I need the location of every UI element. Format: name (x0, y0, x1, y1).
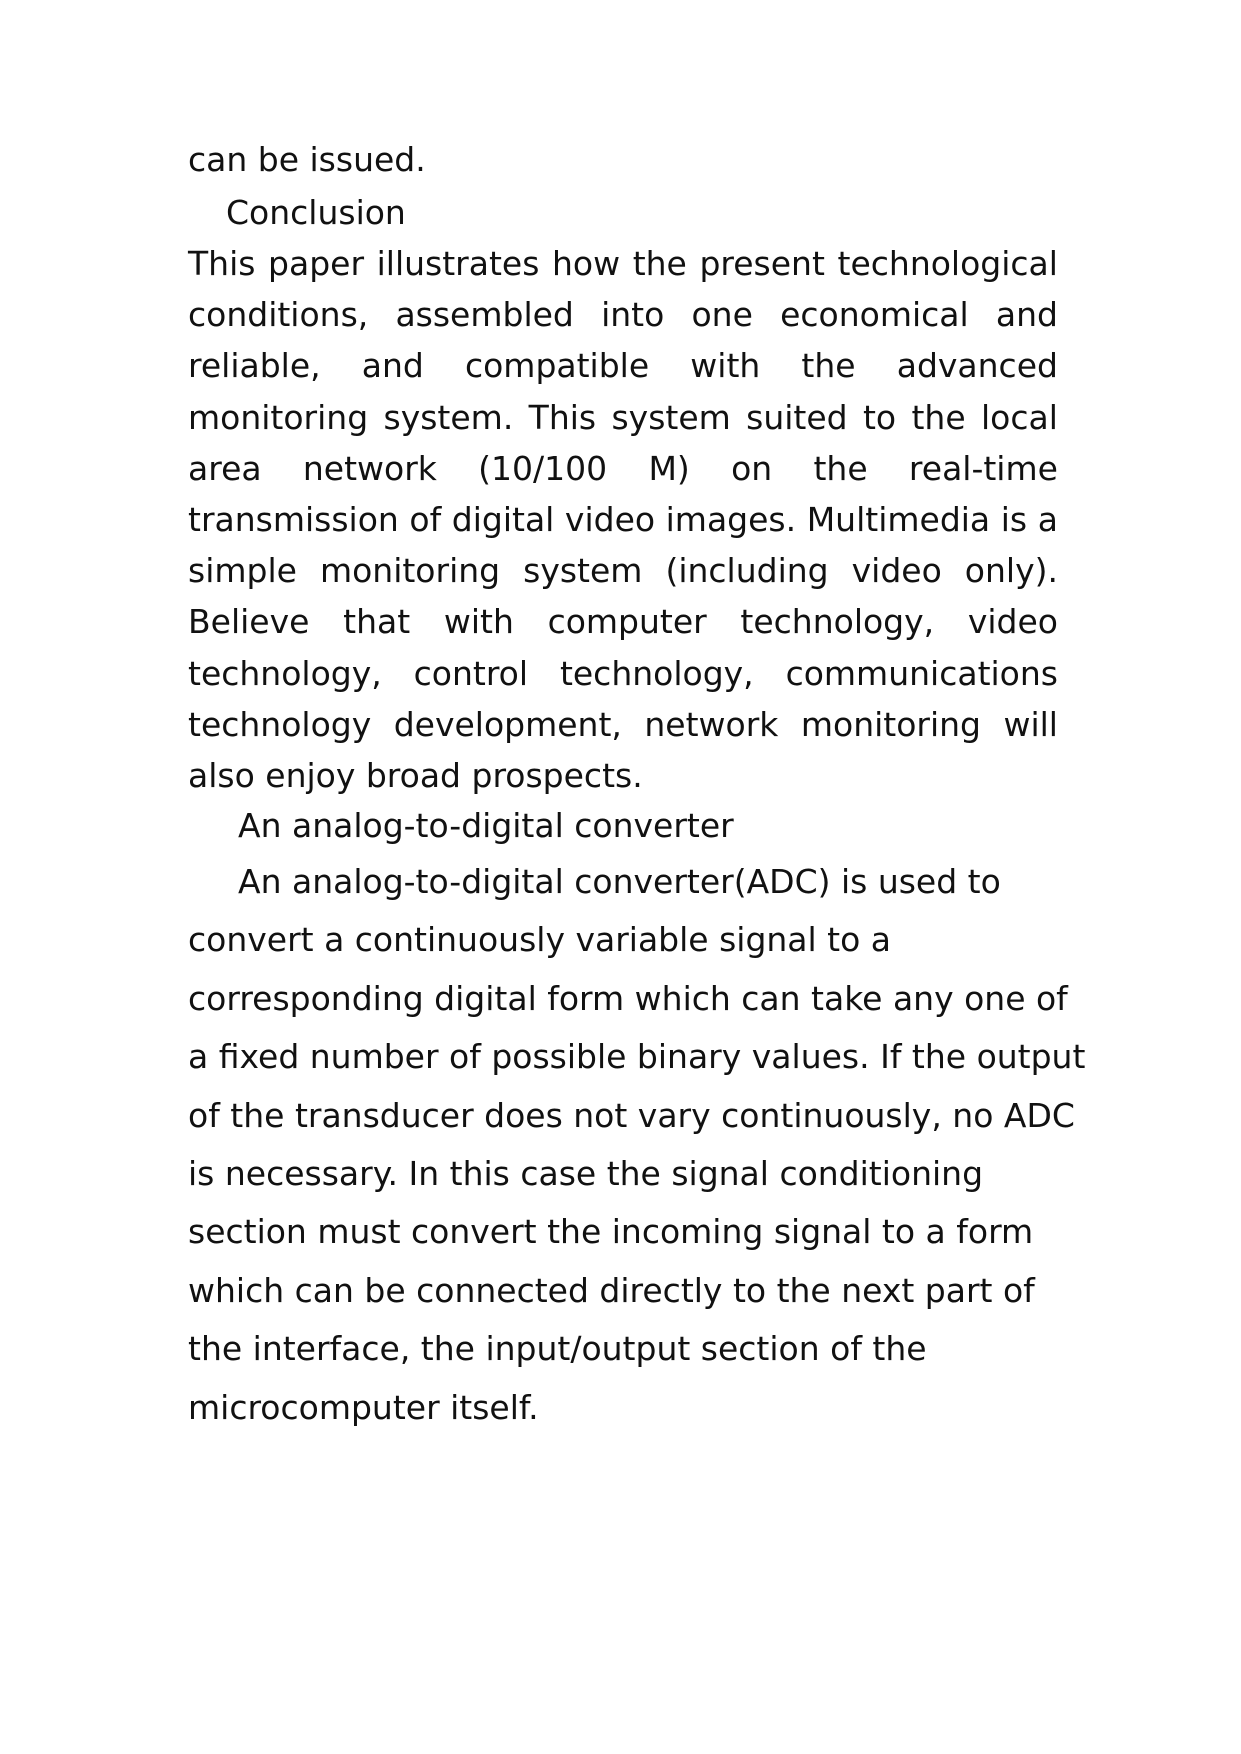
adc-line: corresponding digital form which can take any one of (188, 979, 1068, 1018)
word: present (699, 244, 825, 283)
adc-line: the interface, the input/output section of the (188, 1329, 927, 1368)
word: into (601, 295, 665, 334)
word: the (632, 244, 687, 283)
word: Multimedia (806, 500, 991, 539)
conclusion-line (188, 602, 1058, 642)
word: control (413, 654, 529, 693)
word: technology (188, 705, 372, 744)
word: technology, (188, 654, 382, 693)
word: Believe (188, 602, 310, 641)
word: that (343, 602, 411, 641)
adc-line: An analog-to-digital converter(ADC) is used to (238, 862, 1001, 901)
word: (including (665, 551, 829, 590)
word: area (188, 449, 262, 488)
word: economical (780, 295, 969, 334)
adc-line: microcomputer itself. (188, 1388, 539, 1427)
word: development, (393, 705, 622, 744)
word: system (611, 398, 731, 437)
word: system (523, 551, 643, 590)
word: and (995, 295, 1058, 334)
word: simple (188, 551, 297, 590)
word: (10/100 (478, 449, 608, 488)
conclusion-line (188, 295, 1058, 335)
word: digital (451, 500, 555, 539)
word: monitoring (319, 551, 501, 590)
word: reliable, (188, 346, 321, 385)
word: paper (268, 244, 365, 283)
conclusion-line (188, 398, 1058, 438)
conclusion-line (188, 449, 1058, 489)
word: the (801, 346, 856, 385)
word: video (967, 602, 1058, 641)
word: the (813, 449, 868, 488)
adc-line: a fixed number of possible binary values. If the output (188, 1037, 1086, 1076)
word: on (731, 449, 773, 488)
word: compatible (464, 346, 650, 385)
word: of (409, 500, 442, 539)
word: technological (837, 244, 1058, 283)
adc-line: which can be connected directly to the next part of (188, 1271, 1035, 1310)
word: with (443, 602, 514, 641)
word: is (1000, 500, 1028, 539)
conclusion-line (188, 500, 1058, 540)
word: how (552, 244, 621, 283)
conclusion-last-line: also enjoy broad prospects. (188, 756, 643, 795)
conclusion-line (188, 654, 1058, 694)
intro-line: can be issued. (188, 140, 426, 179)
word: M) (648, 449, 690, 488)
word: transmission (188, 500, 399, 539)
conclusion-line (188, 551, 1058, 591)
word: technology, (740, 602, 935, 641)
adc-line: of the transducer does not vary continuously, no ADC (188, 1096, 1075, 1135)
word: network (302, 449, 437, 488)
word: This (528, 398, 597, 437)
word: video (564, 500, 656, 539)
word: conditions, (188, 295, 369, 334)
word: and (361, 346, 424, 385)
word: communications (785, 654, 1058, 693)
conclusion-line (188, 346, 1058, 386)
word: illustrates (376, 244, 540, 283)
conclusion-heading: Conclusion (226, 193, 406, 232)
conclusion-line (188, 705, 1058, 745)
word: technology, (559, 654, 754, 693)
adc-line: section must convert the incoming signal to a form (188, 1212, 1034, 1251)
word: monitoring (188, 398, 369, 437)
word: images. (665, 500, 797, 539)
word: This (188, 244, 256, 283)
conclusion-line (188, 244, 1058, 284)
word: assembled (395, 295, 574, 334)
word: computer (547, 602, 707, 641)
word: only). (964, 551, 1058, 590)
word: system. (383, 398, 514, 437)
word: one (691, 295, 753, 334)
word: advanced (896, 346, 1058, 385)
adc-heading: An analog-to-digital converter (238, 806, 734, 845)
word: local (981, 398, 1058, 437)
word: to (862, 398, 897, 437)
adc-line: is necessary. In this case the signal conditioning (188, 1154, 984, 1193)
word: the (911, 398, 966, 437)
word: suited (746, 398, 848, 437)
word: video (851, 551, 942, 590)
word: with (690, 346, 761, 385)
word: monitoring (800, 705, 982, 744)
adc-line: convert a continuously variable signal to a (188, 920, 892, 959)
word: network (644, 705, 779, 744)
word: a (1037, 500, 1058, 539)
word: will (1003, 705, 1058, 744)
word: real-time (908, 449, 1058, 488)
